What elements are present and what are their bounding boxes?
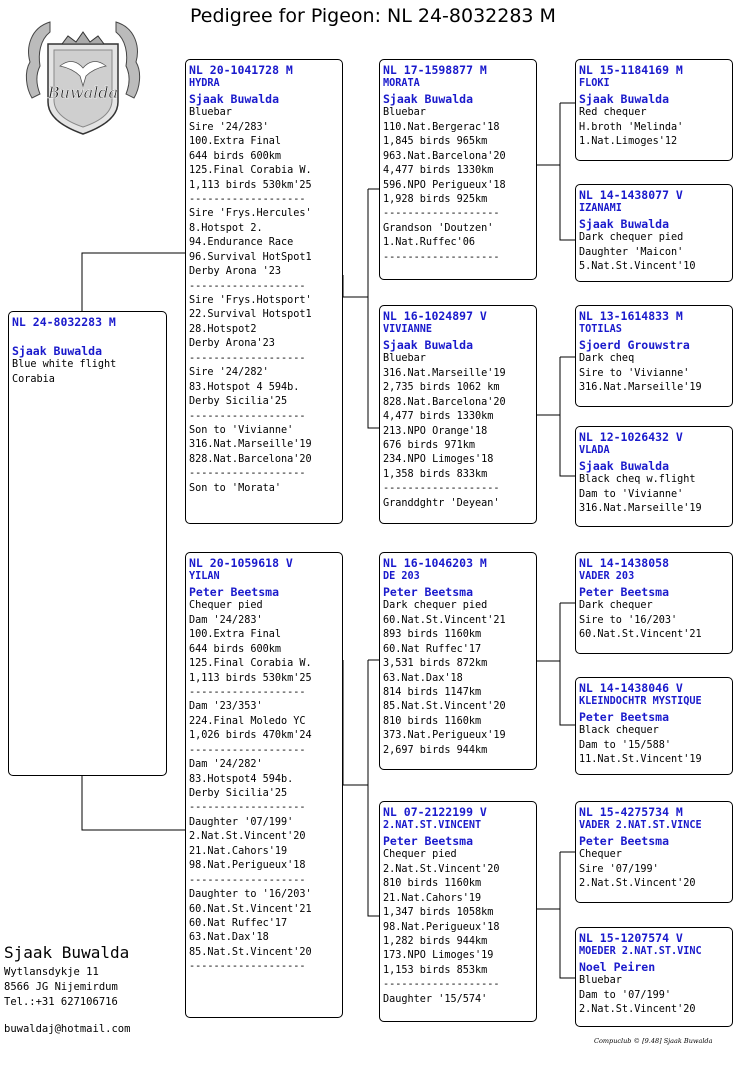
sire-detail-line: 1,113 birds 530km'25 [189,179,312,191]
ss-detail-line: 596.NPO Perigueux'18 [383,179,506,191]
ds-detail-line: 810 birds 1160km [383,715,482,727]
sds-detail-line: 316.Nat.Marseille'19 [579,382,702,394]
dam-detail-line: 85.Nat.St.Vincent'20 [189,946,312,958]
subject-line: Blue white flight [12,359,117,371]
dam-detail-line: 98.Nat.Perigueux'18 [189,860,306,872]
dss-detail-line: Sire to '16/203' [579,614,678,626]
ds-detail-line: 60.Nat Ruffec'17 [383,643,482,655]
sdd-detail-line: 316.Nat.Marseille'19 [579,503,702,515]
ddd-owner: Noel Peiren [579,959,656,974]
ss-detail-line: ------------------- [383,208,500,220]
sire-sire-card[interactable] [379,59,537,280]
sire-detail-line: Derby Arona '23 [189,266,282,278]
sd-detail-line: Granddghtr 'Deyean' [383,497,500,509]
ds-detail-line: 814 birds 1147km [383,686,482,698]
dsd-ring: NL 14-1438046 V [579,681,683,695]
sire-detail-line: Bluebar [189,107,232,119]
logo-text: Buwalda [47,83,119,102]
ss-detail-line: 4,477 birds 1330km [383,165,494,177]
sire-detail-line: Son to 'Morata' [189,482,282,494]
sire-detail-line: ------------------- [189,468,306,480]
dds-owner: Peter Beetsma [579,833,670,848]
dds-detail-line: Sire '07/199' [579,863,659,875]
subject-ring: NL 24-8032283 M [12,315,116,329]
dds-detail-line: Chequer [579,849,622,861]
dd-detail-line: 173.NPO Limoges'19 [383,950,494,962]
dd-detail-line: Daughter '15/574' [383,993,488,1005]
dsd-name: KLEINDOCHTR MYSTIQUE [579,696,702,708]
sire-detail-line: Sire '24/283' [189,121,269,133]
dam-detail-line: 60.Nat.St.Vincent'21 [189,903,312,915]
software-credit: Compuclub © [9.48] Sjaak Buwalda [594,1037,713,1045]
sire-detail-line: ------------------- [189,352,306,364]
ssd-name: IZANAMI [579,203,622,215]
breeder-address-line: Wytlansdykje 11 [4,966,99,978]
ds-detail-line: 60.Nat.St.Vincent'21 [383,614,506,626]
breeder-email-link[interactable]: buwaldaj@hotmail.com [4,1023,131,1035]
sire-dam-owner: Sjaak Buwalda [383,337,474,352]
sire-detail-line: Derby Arona'23 [189,338,275,350]
sss-detail-line: 1.Nat.Limoges'12 [579,136,678,148]
sss-detail-line: H.broth 'Melinda' [579,121,684,133]
ddd-ring: NL 15-1207574 V [579,931,683,945]
sds-card[interactable] [575,305,733,407]
subject-name [12,329,163,343]
dam-detail-line: 100.Extra Final [189,629,282,641]
dds-name: VADER 2.NAT.ST.VINCE [579,820,702,832]
sire-detail-line: 828.Nat.Barcelona'20 [189,453,312,465]
sire-detail-line: 28.Hotspot2 [189,323,257,335]
sire-sire-owner: Sjaak Buwalda [383,91,474,106]
sd-detail-line: 676 birds 971km [383,439,476,451]
ss-detail-line: Bluebar [383,107,426,119]
ss-detail-line: Grandson 'Doutzen' [383,222,494,234]
dam-detail-line: 224.Final Moledo YC [189,715,306,727]
dd-detail-line: 1,282 birds 944km [383,935,488,947]
sire-detail-line: ------------------- [189,280,306,292]
dsd-detail-line: 11.Nat.St.Vincent'19 [579,754,702,766]
dam-ring: NL 20-1059618 V [189,556,293,570]
sds-detail-line: Sire to 'Vivianne' [579,367,690,379]
sire-detail-line: Sire 'Frys.Hercules' [189,208,312,220]
dam-detail-line: 644 birds 600km [189,643,282,655]
dam-detail-line: 125.Final Corabia W. [189,658,312,670]
sdd-detail-line: Dam to 'Vivianne' [579,488,684,500]
dam-detail-line: Chequer pied [189,600,263,612]
dd-detail-line: 2.Nat.St.Vincent'20 [383,863,500,875]
sire-detail-line: 316.Nat.Marseille'19 [189,439,312,451]
sire-sire-name: MORATA [383,78,420,90]
sd-detail-line: Bluebar [383,353,426,365]
dam-sire-name: DE 203 [383,571,420,583]
dam-dam-name: 2.NAT.ST.VINCENT [383,820,482,832]
sdd-card[interactable] [575,426,733,527]
dam-detail-line: Dam '24/282' [189,759,263,771]
sire-detail-line: 8.Hotspot 2. [189,222,263,234]
dd-detail-line: 1,153 birds 853km [383,964,488,976]
dd-detail-line: 810 birds 1160km [383,878,482,890]
dam-detail-line: Derby Sicilia'25 [189,788,288,799]
ddd-detail-line: 2.Nat.St.Vincent'20 [579,1004,696,1016]
dsd-detail-line: Dam to '15/588' [579,739,672,751]
dam-detail-line: Dam '23/353' [189,701,263,713]
dam-sire-owner: Peter Beetsma [383,584,474,599]
dam-dam-ring: NL 07-2122199 V [383,805,487,819]
dam-detail-line: 1,026 birds 470km'24 [189,730,312,742]
breeder-phone: Tel.:+31 627106716 [4,996,118,1008]
ssd-detail-line: 5.Nat.St.Vincent'10 [579,261,696,273]
sd-detail-line: 4,477 birds 1330km [383,411,494,423]
sdd-detail-line: Black cheq w.flight [579,474,696,486]
sdd-ring: NL 12-1026432 V [579,430,683,444]
dss-card[interactable] [575,552,733,654]
sire-detail-line: 22.Survival Hotspot1 [189,309,312,321]
page-title: Pedigree for Pigeon: NL 24-8032283 M [190,5,556,27]
sire-detail-line: Sire '24/282' [189,367,269,379]
ddd-card[interactable] [575,927,733,1027]
sire-owner: Sjaak Buwalda [189,91,280,106]
sire-detail-line: 644 birds 600km [189,150,282,162]
sss-ring: NL 15-1184169 M [579,63,683,77]
ssd-card[interactable] [575,184,733,282]
ssd-owner: Sjaak Buwalda [579,216,670,231]
sds-ring: NL 13-1614833 M [579,309,683,323]
ss-detail-line: 1,845 birds 965km [383,136,488,148]
sdd-owner: Sjaak Buwalda [579,458,670,473]
sire-detail-line: Son to 'Vivianne' [189,424,294,436]
dam-detail-line: 63.Nat.Dax'18 [189,932,269,944]
dd-detail-line: Chequer pied [383,849,457,861]
sire-name: HYDRA [189,78,220,90]
dam-detail-line: ------------------- [189,744,306,756]
sire-detail-line: 83.Hotspot 4 594b. [189,381,300,393]
sire-dam-ring: NL 16-1024897 V [383,309,487,323]
dam-owner: Peter Beetsma [189,584,280,599]
dss-ring: NL 14-1438058 [579,556,670,570]
dam-detail-line: 60.Nat Ruffec'17 [189,917,288,929]
dss-name: VADER 203 [579,571,635,583]
breeder-address-line: 8566 JG Nijemirdum [4,981,118,993]
dam-detail-line: Daughter '07/199' [189,816,294,828]
sire-detail-line: 96.Survival HotSpot1 [189,251,312,263]
sire-detail-line: ------------------- [189,193,306,205]
dam-detail-line: ------------------- [189,961,306,973]
sire-detail-line: 100.Extra Final [189,136,282,148]
dam-sire-card[interactable] [379,552,537,770]
dam-detail-line: Daughter to '16/203' [189,889,312,901]
sire-dam-name: VIVIANNE [383,324,433,336]
dsd-detail-line: Black chequer [579,725,659,737]
sire-sire-ring: NL 17-1598877 M [383,63,487,77]
ss-detail-line: 110.Nat.Bergerac'18 [383,121,500,133]
sd-detail-line: 213.NPO Orange'18 [383,425,488,437]
sds-owner: Sjoerd Grouwstra [579,337,690,352]
sire-detail-line: 94.Endurance Race [189,237,294,249]
dss-detail-line: 60.Nat.St.Vincent'21 [579,629,702,641]
dam-detail-line: Dam '24/283' [189,614,263,626]
sd-detail-line: 234.NPO Limoges'18 [383,454,494,466]
sss-detail-line: Red chequer [579,107,647,119]
sss-owner: Sjaak Buwalda [579,91,670,106]
dam-detail-line: ------------------- [189,686,306,698]
sds-detail-line: Dark cheq [579,353,635,365]
sss-name: FLOKI [579,78,610,90]
dam-detail-line: ------------------- [189,802,306,814]
sd-detail-line: 2,735 birds 1062 km [383,382,500,394]
ds-detail-line: 63.Nat.Dax'18 [383,672,463,684]
dd-detail-line: 1,347 birds 1058km [383,907,494,919]
dam-detail-line: 21.Nat.Cahors'19 [189,845,288,857]
ddd-name: MOEDER 2.NAT.ST.VINC [579,946,702,958]
sdd-name: VLADA [579,445,610,457]
dds-card[interactable] [575,801,733,903]
dam-detail-line: 1,113 birds 530km'25 [189,672,312,684]
sd-detail-line: ------------------- [383,483,500,495]
dam-detail-line: ------------------- [189,874,306,886]
ddd-detail-line: Dam to '07/199' [579,989,672,1001]
ds-detail-line: 373.Nat.Perigueux'19 [383,730,506,742]
dam-card[interactable] [185,552,343,1018]
ssd-detail-line: Dark chequer pied [579,232,684,244]
sd-detail-line: 316.Nat.Marseille'19 [383,367,506,379]
dss-detail-line: Dark chequer [579,600,653,612]
sire-detail-line: ------------------- [189,410,306,422]
dam-dam-owner: Peter Beetsma [383,833,474,848]
sss-card[interactable] [575,59,733,161]
subject-card[interactable] [8,311,167,776]
sire-dam-card[interactable] [379,305,537,524]
ds-detail-line: 2,697 birds 944km [383,744,488,756]
dam-detail-line: 83.Hotspot4 594b. [189,773,294,785]
sire-detail-line: Derby Sicilia'25 [189,396,288,408]
dds-ring: NL 15-4275734 M [579,805,683,819]
ds-detail-line: Dark chequer pied [383,600,488,612]
sds-name: TOTILAS [579,324,622,336]
dd-detail-line: ------------------- [383,979,500,991]
ddd-detail-line: Bluebar [579,975,622,987]
dds-detail-line: 2.Nat.St.Vincent'20 [579,878,696,890]
dd-detail-line: 98.Nat.Perigueux'18 [383,921,500,933]
ds-detail-line: 3,531 birds 872km [383,658,488,670]
subject-owner: Sjaak Buwalda [12,343,103,358]
ssd-ring: NL 14-1438077 V [579,188,683,202]
dd-detail-line: 21.Nat.Cahors'19 [383,892,482,904]
ssd-detail-line: Daughter 'Maicon' [579,246,684,258]
ss-detail-line: ------------------- [383,251,500,263]
sd-detail-line: 1,358 birds 833km [383,468,488,480]
sire-card[interactable] [185,59,343,524]
sd-detail-line: 828.Nat.Barcelona'20 [383,396,506,408]
dsd-owner: Peter Beetsma [579,709,670,724]
ss-detail-line: 1.Nat.Ruffec'06 [383,237,476,249]
dam-detail-line: 2.Nat.St.Vincent'20 [189,831,306,843]
dam-sire-ring: NL 16-1046203 M [383,556,487,570]
breeder-name: Sjaak Buwalda [4,943,130,962]
dam-name: YILAN [189,571,220,583]
ds-detail-line: 85.Nat.St.Vincent'20 [383,701,506,713]
ds-detail-line: 893 birds 1160km [383,629,482,641]
dam-dam-card[interactable] [379,801,537,1022]
dss-owner: Peter Beetsma [579,584,670,599]
sire-ring: NL 20-1041728 M [189,63,293,77]
sire-detail-line: Sire 'Frys.Hotsport' [189,295,312,306]
dsd-card[interactable] [575,677,733,775]
sire-detail-line: 125.Final Corabia W. [189,165,312,177]
ss-detail-line: 1,928 birds 925km [383,193,488,205]
subject-line: Corabia [12,373,55,385]
ss-detail-line: 963.Nat.Barcelona'20 [383,150,506,162]
